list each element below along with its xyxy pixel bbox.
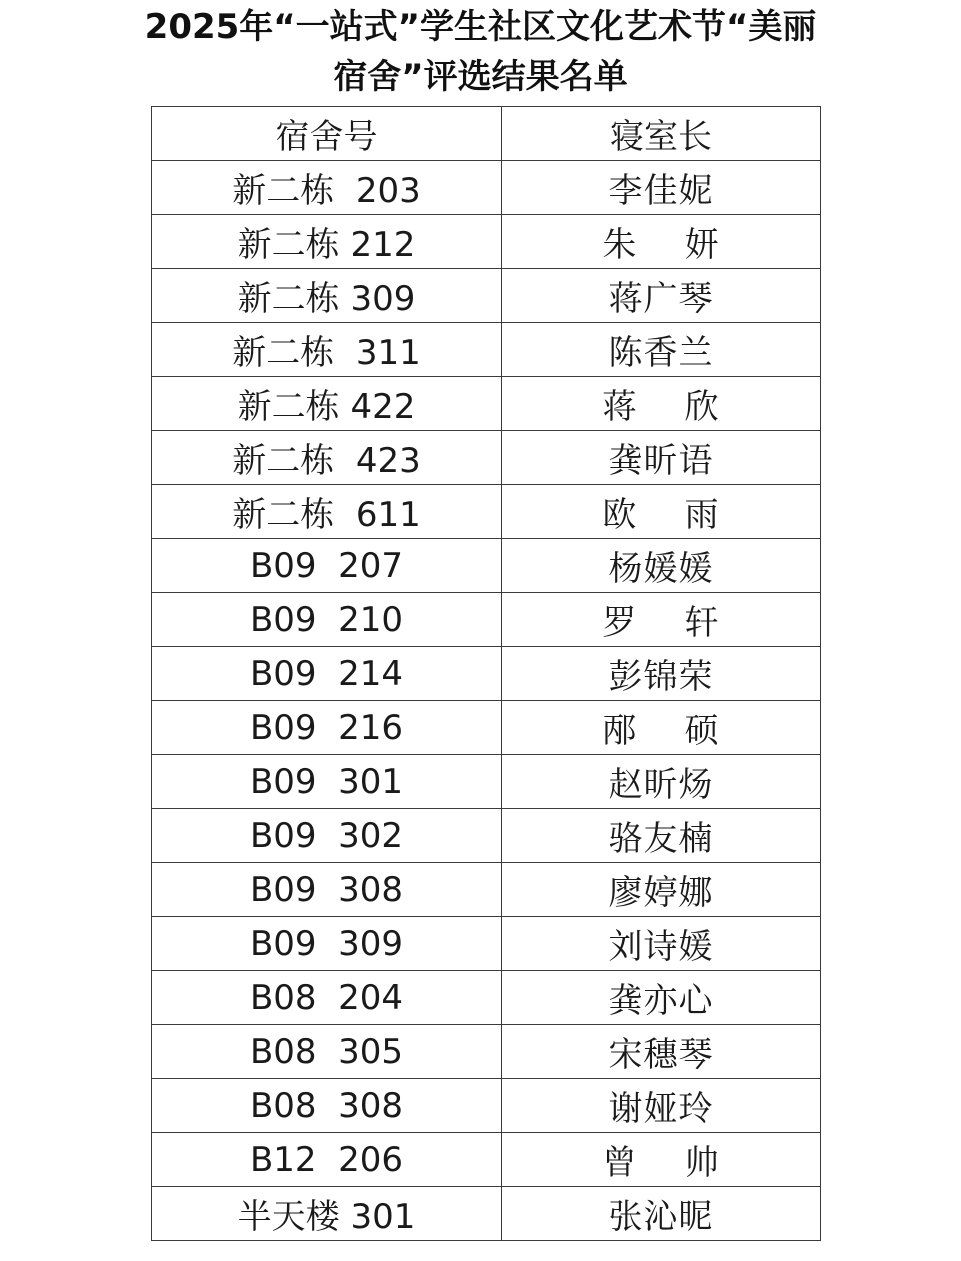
table-row [152,1025,821,1079]
dorm-cell: 新二栋 311 [152,323,502,377]
leader-cell: 彭锦荣 [502,647,821,701]
table-row [152,485,821,539]
leader-cell: 骆友楠 [502,809,821,863]
leader-cell: 朱 妍 [502,215,821,269]
table-row [152,593,821,647]
dorm-cell: B09 301 [152,755,502,809]
table-row [152,647,821,701]
table-row [152,323,821,377]
leader-cell: 曾 帅 [502,1133,821,1187]
leader-cell: 邴 硕 [502,701,821,755]
table-header-row [152,107,821,161]
dorm-cell: B09 210 [152,593,502,647]
table-row [152,971,821,1025]
dorm-cell: B08 305 [152,1025,502,1079]
leader-cell: 罗 轩 [502,593,821,647]
dorm-cell: 新二栋 422 [152,377,502,431]
header-room-leader: 寝室长 [502,107,821,161]
leader-cell: 欧 雨 [502,485,821,539]
leader-cell: 李佳妮 [502,161,821,215]
table-row [152,1133,821,1187]
table-row [152,701,821,755]
table-row [152,755,821,809]
dorm-cell: B09 207 [152,539,502,593]
dorm-cell: 新二栋 611 [152,485,502,539]
document-title [0,0,961,102]
leader-cell: 杨媛媛 [502,539,821,593]
table-row [152,431,821,485]
leader-cell: 蒋 欣 [502,377,821,431]
table-row [152,1187,821,1241]
table-row [152,539,821,593]
table-row [152,161,821,215]
table-row [152,1079,821,1133]
dorm-cell: 新二栋 212 [152,215,502,269]
table-row [152,863,821,917]
leader-cell: 宋穗琴 [502,1025,821,1079]
dorm-cell: B09 302 [152,809,502,863]
dorm-cell: B09 214 [152,647,502,701]
dorm-cell: 新二栋 423 [152,431,502,485]
dorm-cell: 新二栋 309 [152,269,502,323]
dorm-cell: B12 206 [152,1133,502,1187]
table-row [152,809,821,863]
title-line-1: 2025年“一站式”学生社区文化艺术节“美丽 [144,7,817,47]
header-dorm-number: 宿舍号 [152,107,502,161]
leader-cell: 张沁昵 [502,1187,821,1241]
leader-cell: 刘诗媛 [502,917,821,971]
dorm-cell: B08 204 [152,971,502,1025]
leader-cell: 赵昕炀 [502,755,821,809]
table-row [152,377,821,431]
leader-cell: 陈香兰 [502,323,821,377]
results-table [151,106,821,1241]
dorm-cell: B09 308 [152,863,502,917]
dorm-cell: B09 216 [152,701,502,755]
title-line-2: 宿舍”评选结果名单 [333,57,628,97]
leader-cell: 廖婷娜 [502,863,821,917]
leader-cell: 蒋广琴 [502,269,821,323]
dorm-cell: B08 308 [152,1079,502,1133]
leader-cell: 龚昕语 [502,431,821,485]
dorm-cell: B09 309 [152,917,502,971]
table-row [152,215,821,269]
table-row [152,917,821,971]
dorm-cell: 新二栋 203 [152,161,502,215]
table-row [152,269,821,323]
dorm-cell: 半天楼 301 [152,1187,502,1241]
leader-cell: 谢娅玲 [502,1079,821,1133]
leader-cell: 龚亦心 [502,971,821,1025]
